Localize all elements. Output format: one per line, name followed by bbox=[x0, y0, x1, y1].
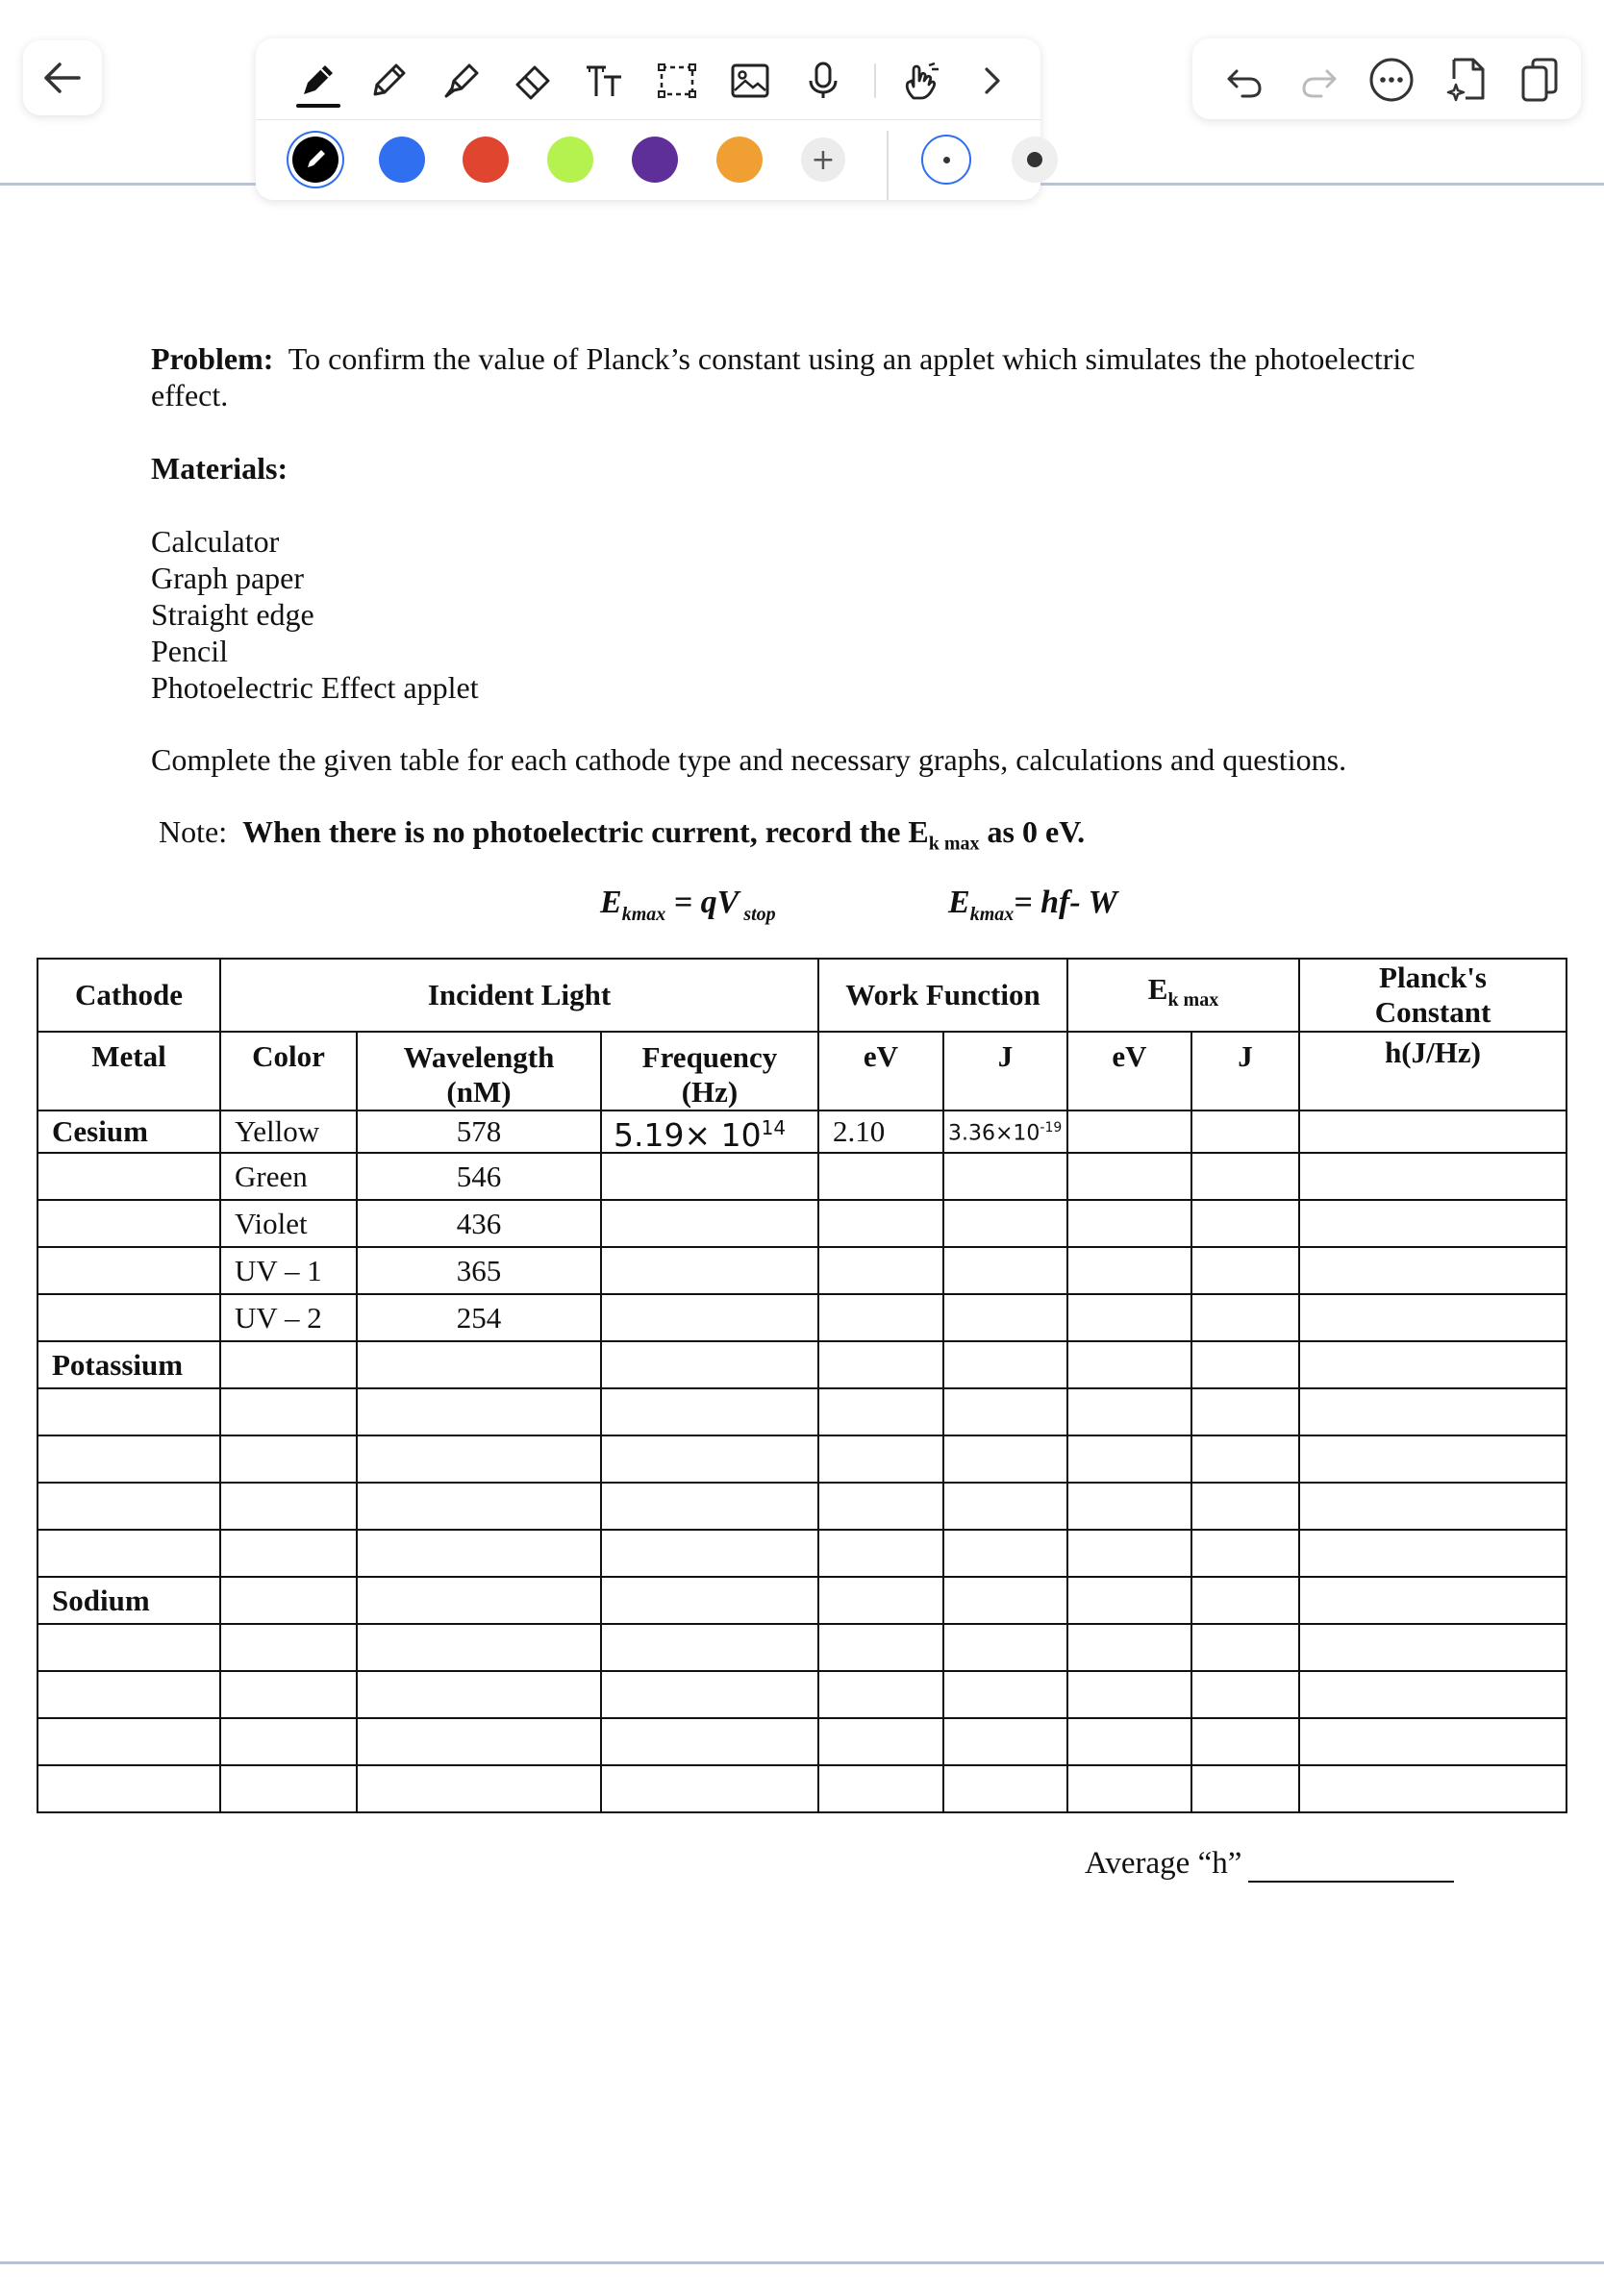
table-subheader-row bbox=[38, 1032, 1566, 1111]
table-row bbox=[38, 1765, 1566, 1812]
ek-j-cell[interactable] bbox=[1191, 1530, 1299, 1577]
ek-ev-cell[interactable] bbox=[1067, 1577, 1191, 1624]
pages-icon[interactable] bbox=[1517, 56, 1564, 104]
back-arrow-icon bbox=[23, 40, 102, 115]
highlighter-icon[interactable] bbox=[439, 58, 485, 104]
text-tool-icon[interactable] bbox=[581, 58, 627, 104]
wf-ev-cell[interactable] bbox=[818, 1388, 943, 1435]
color-cell: Violet bbox=[220, 1200, 357, 1247]
frequency-cell[interactable] bbox=[601, 1294, 818, 1341]
table-row bbox=[38, 1435, 1566, 1483]
metal-cell bbox=[38, 1624, 220, 1671]
wf-j-exponent: -19 bbox=[1040, 1120, 1063, 1136]
planck-cell[interactable] bbox=[1299, 1435, 1566, 1483]
metal-cell bbox=[38, 1200, 220, 1247]
color-cell[interactable] bbox=[220, 1624, 357, 1671]
ek-ev-cell[interactable] bbox=[1067, 1388, 1191, 1435]
ek-j-cell[interactable] bbox=[1191, 1671, 1299, 1718]
planck-cell[interactable] bbox=[1299, 1294, 1566, 1341]
more-options-icon[interactable] bbox=[1367, 56, 1416, 104]
lasso-select-icon[interactable] bbox=[654, 58, 700, 104]
wf-j-cell[interactable] bbox=[943, 1530, 1067, 1577]
color-lime-swatch[interactable] bbox=[547, 137, 593, 183]
problem-text: To confirm the value of Planck’s constant using an applet which simulates the photoelectric bbox=[288, 341, 1416, 376]
table-header-row bbox=[38, 959, 1566, 1032]
eq2-sub: kmax bbox=[969, 903, 1015, 925]
ek-j-cell[interactable] bbox=[1191, 1294, 1299, 1341]
frequency-cell[interactable] bbox=[601, 1624, 818, 1671]
wf-ev-cell[interactable] bbox=[818, 1435, 943, 1483]
instruction-text: Complete the given table for each cathode type and necessary graphs, calculations and questions. bbox=[151, 742, 1347, 777]
color-cell[interactable] bbox=[220, 1435, 357, 1483]
wavelength-cell: 578 bbox=[357, 1111, 601, 1153]
redo-icon[interactable] bbox=[1298, 60, 1341, 102]
header-color: Color bbox=[220, 1032, 357, 1111]
note-label: Note: bbox=[159, 814, 228, 849]
back-button[interactable] bbox=[23, 40, 102, 115]
planck-label: Planck's bbox=[1379, 961, 1487, 994]
header-frequency bbox=[601, 1032, 818, 1111]
planck-cell[interactable] bbox=[1299, 1247, 1566, 1294]
wavelength-cell[interactable] bbox=[357, 1671, 601, 1718]
ek-ev-cell[interactable] bbox=[1067, 1718, 1191, 1765]
ek-ev-cell[interactable] bbox=[1067, 1435, 1191, 1483]
ek-j-cell[interactable] bbox=[1191, 1247, 1299, 1294]
table-row bbox=[38, 1200, 1566, 1247]
planck-cell[interactable] bbox=[1299, 1765, 1566, 1812]
page-top-border-right bbox=[1040, 183, 1604, 186]
color-black-swatch[interactable] bbox=[292, 137, 338, 183]
metal-cell bbox=[38, 1530, 220, 1577]
eq1-sub: kmax bbox=[621, 903, 666, 925]
ek-j-cell[interactable] bbox=[1191, 1153, 1299, 1200]
wf-ev-cell[interactable] bbox=[818, 1530, 943, 1577]
planck-cell[interactable] bbox=[1299, 1624, 1566, 1671]
metal-cell bbox=[38, 1483, 220, 1530]
header-cathode: Cathode bbox=[38, 959, 220, 1032]
metal-cell bbox=[38, 1765, 220, 1812]
header-metal: Metal bbox=[38, 1032, 220, 1111]
frequency-cell[interactable] bbox=[601, 1577, 818, 1624]
frequency-cell[interactable] bbox=[601, 1111, 818, 1153]
frequency-cell[interactable] bbox=[601, 1483, 818, 1530]
ek-ev-cell[interactable] bbox=[1067, 1247, 1191, 1294]
frequency-value: 5.19× 10 bbox=[614, 1116, 762, 1154]
ek-j-cell[interactable] bbox=[1191, 1111, 1299, 1153]
ek-ev-cell[interactable] bbox=[1067, 1530, 1191, 1577]
planck-cell[interactable] bbox=[1299, 1483, 1566, 1530]
wf-ev-cell[interactable] bbox=[818, 1294, 943, 1341]
frequency-cell[interactable] bbox=[601, 1200, 818, 1247]
header-wf-j: J bbox=[943, 1032, 1067, 1111]
wavelength-cell[interactable] bbox=[357, 1341, 601, 1388]
eraser-icon[interactable] bbox=[510, 58, 556, 104]
ek-sub: k max bbox=[1167, 989, 1219, 1011]
metal-cell: Sodium bbox=[38, 1577, 220, 1624]
frequency-cell[interactable] bbox=[601, 1153, 818, 1200]
ai-document-icon[interactable] bbox=[1444, 56, 1491, 104]
ek-ev-cell[interactable] bbox=[1067, 1671, 1191, 1718]
frequency-unit: (Hz) bbox=[681, 1075, 739, 1109]
wavelength-cell[interactable] bbox=[357, 1624, 601, 1671]
frequency-cell[interactable] bbox=[601, 1765, 818, 1812]
table-row bbox=[38, 1718, 1566, 1765]
toolbar-separator bbox=[874, 63, 876, 98]
metal-cell bbox=[38, 1671, 220, 1718]
metal-cell: Cesium bbox=[38, 1111, 220, 1153]
planck-cell[interactable] bbox=[1299, 1111, 1566, 1153]
frequency-cell[interactable] bbox=[601, 1247, 818, 1294]
ek-j-cell[interactable] bbox=[1191, 1341, 1299, 1388]
color-cell: Green bbox=[220, 1153, 357, 1200]
color-cell: UV – 2 bbox=[220, 1294, 357, 1341]
page-top-border-left bbox=[0, 183, 256, 186]
wavelength-cell[interactable] bbox=[357, 1530, 601, 1577]
add-color-button[interactable]: + bbox=[801, 137, 845, 182]
table-row bbox=[38, 1530, 1566, 1577]
data-table bbox=[37, 958, 1567, 1813]
ek-ev-cell[interactable] bbox=[1067, 1111, 1191, 1153]
header-ek-j: J bbox=[1191, 1032, 1299, 1111]
header-work-function: Work Function bbox=[818, 959, 1067, 1032]
frequency-cell[interactable] bbox=[601, 1530, 818, 1577]
problem-text-cont: effect. bbox=[151, 378, 229, 412]
wf-j-cell[interactable] bbox=[943, 1718, 1067, 1765]
table-row bbox=[38, 1153, 1566, 1200]
wf-j-cell[interactable] bbox=[943, 1624, 1067, 1671]
color-cell[interactable] bbox=[220, 1341, 357, 1388]
frequency-cell[interactable] bbox=[601, 1388, 818, 1435]
ek-ev-cell[interactable] bbox=[1067, 1765, 1191, 1812]
planck-cell[interactable] bbox=[1299, 1200, 1566, 1247]
planck-label-2: Constant bbox=[1374, 995, 1491, 1029]
wf-ev-cell[interactable] bbox=[818, 1671, 943, 1718]
materials-heading: Materials: bbox=[151, 451, 288, 486]
ek-j-cell[interactable] bbox=[1191, 1483, 1299, 1530]
medium-dot-icon bbox=[1027, 152, 1042, 167]
metal-cell bbox=[38, 1388, 220, 1435]
active-tool-indicator bbox=[296, 104, 340, 108]
color-blue-swatch[interactable] bbox=[379, 137, 425, 183]
wavelength-cell: 254 bbox=[357, 1294, 601, 1341]
header-incident-light: Incident Light bbox=[220, 959, 818, 1032]
wf-j-cell[interactable] bbox=[943, 1200, 1067, 1247]
note-line bbox=[159, 813, 1085, 861]
wavelength-unit: (nM) bbox=[446, 1075, 512, 1109]
planck-cell[interactable] bbox=[1299, 1388, 1566, 1435]
eq2-rhs: = hf- W bbox=[1014, 885, 1117, 920]
note-text: When there is no photoelectric current, record the E bbox=[242, 814, 929, 849]
planck-cell[interactable] bbox=[1299, 1153, 1566, 1200]
materials-list bbox=[151, 523, 479, 706]
color-purple-swatch[interactable] bbox=[632, 137, 678, 183]
table-row bbox=[38, 1388, 1566, 1435]
table-row bbox=[38, 1341, 1566, 1388]
wavelength-cell[interactable] bbox=[357, 1718, 601, 1765]
color-cell[interactable] bbox=[220, 1577, 357, 1624]
wavelength-cell: 436 bbox=[357, 1200, 601, 1247]
table-row bbox=[38, 1483, 1566, 1530]
undo-icon[interactable] bbox=[1223, 60, 1266, 102]
color-cell: UV – 1 bbox=[220, 1247, 357, 1294]
ek-ev-cell[interactable] bbox=[1067, 1294, 1191, 1341]
wf-ev-cell[interactable] bbox=[818, 1577, 943, 1624]
wf-ev-cell[interactable] bbox=[818, 1153, 943, 1200]
equation-stop-voltage bbox=[600, 885, 776, 926]
color-cell[interactable] bbox=[220, 1718, 357, 1765]
frequency-cell[interactable] bbox=[601, 1341, 818, 1388]
ek-ev-cell[interactable] bbox=[1067, 1624, 1191, 1671]
eq1-symbol: E bbox=[600, 885, 622, 920]
material-item: Photoelectric Effect applet bbox=[151, 670, 479, 705]
metal-cell bbox=[38, 1435, 220, 1483]
wavelength-cell: 365 bbox=[357, 1247, 601, 1294]
ek-ev-cell[interactable] bbox=[1067, 1483, 1191, 1530]
ek-symbol: E bbox=[1147, 972, 1168, 1007]
color-cell[interactable] bbox=[220, 1530, 357, 1577]
wavelength-cell[interactable] bbox=[357, 1765, 601, 1812]
material-item: Calculator bbox=[151, 524, 280, 559]
ek-j-cell[interactable] bbox=[1191, 1435, 1299, 1483]
wf-j-cell[interactable] bbox=[943, 1388, 1067, 1435]
color-cell[interactable] bbox=[220, 1765, 357, 1812]
ek-j-cell[interactable] bbox=[1191, 1200, 1299, 1247]
wf-j-cell[interactable] bbox=[943, 1341, 1067, 1388]
wf-j-cell[interactable] bbox=[943, 1577, 1067, 1624]
table-row bbox=[38, 1624, 1566, 1671]
color-cell[interactable] bbox=[220, 1388, 357, 1435]
touch-gesture-icon[interactable] bbox=[898, 58, 944, 104]
material-item: Pencil bbox=[151, 634, 228, 668]
frequency-cell[interactable] bbox=[601, 1671, 818, 1718]
chevron-right-icon[interactable] bbox=[969, 58, 1015, 104]
pencil-edit-icon bbox=[292, 137, 338, 183]
color-red-swatch[interactable] bbox=[463, 137, 509, 183]
planck-cell[interactable] bbox=[1299, 1577, 1566, 1624]
document-actions-bar bbox=[1192, 38, 1581, 119]
equation-work-function bbox=[948, 885, 1117, 926]
eq1-rhs: = qV bbox=[665, 885, 739, 920]
ek-ev-cell[interactable] bbox=[1067, 1341, 1191, 1388]
average-h-label: Average “h” bbox=[1085, 1846, 1242, 1881]
ek-j-cell[interactable] bbox=[1191, 1624, 1299, 1671]
planck-cell[interactable] bbox=[1299, 1530, 1566, 1577]
average-h-blank[interactable] bbox=[1248, 1881, 1454, 1883]
wf-ev-cell[interactable] bbox=[818, 1341, 943, 1388]
ek-ev-cell[interactable] bbox=[1067, 1200, 1191, 1247]
header-wavelength bbox=[357, 1032, 601, 1111]
metal-cell bbox=[38, 1247, 220, 1294]
wf-j-cell[interactable] bbox=[943, 1671, 1067, 1718]
planck-cell[interactable] bbox=[1299, 1718, 1566, 1765]
problem-label: Problem: bbox=[151, 341, 274, 376]
wf-ev-cell[interactable] bbox=[818, 1718, 943, 1765]
microphone-icon[interactable] bbox=[800, 58, 846, 104]
table-row bbox=[38, 1671, 1566, 1718]
page-bottom-border bbox=[0, 2261, 1604, 2264]
metal-cell bbox=[38, 1718, 220, 1765]
table-row bbox=[38, 1294, 1566, 1341]
wavelength-cell[interactable] bbox=[357, 1483, 601, 1530]
ek-j-cell[interactable] bbox=[1191, 1765, 1299, 1812]
wf-j-cell[interactable] bbox=[943, 1111, 1067, 1153]
eq2-symbol: E bbox=[948, 885, 970, 920]
wf-j-cell[interactable] bbox=[943, 1483, 1067, 1530]
stroke-size-small-button[interactable] bbox=[921, 135, 971, 185]
wf-ev-cell[interactable] bbox=[818, 1483, 943, 1530]
color-cell: Yellow bbox=[220, 1111, 357, 1153]
ek-j-cell[interactable] bbox=[1191, 1577, 1299, 1624]
ek-j-cell[interactable] bbox=[1191, 1388, 1299, 1435]
frequency-exponent: 14 bbox=[761, 1116, 787, 1139]
wf-j-cell[interactable] bbox=[943, 1765, 1067, 1812]
pen-icon[interactable] bbox=[294, 58, 340, 104]
wf-ev-cell[interactable] bbox=[818, 1765, 943, 1812]
note-text-end: as 0 eV. bbox=[979, 814, 1086, 849]
frequency-label: Frequency bbox=[641, 1040, 778, 1074]
wf-j-cell[interactable] bbox=[943, 1247, 1067, 1294]
wavelength-cell[interactable] bbox=[357, 1388, 601, 1435]
toolbar-divider bbox=[256, 119, 1040, 120]
color-orange-swatch[interactable] bbox=[716, 137, 763, 183]
header-wf-ev: eV bbox=[818, 1032, 943, 1111]
planck-cell[interactable] bbox=[1299, 1341, 1566, 1388]
wavelength-cell[interactable] bbox=[357, 1577, 601, 1624]
header-planck bbox=[1299, 959, 1566, 1032]
planck-cell[interactable] bbox=[1299, 1671, 1566, 1718]
header-ek-ev: eV bbox=[1067, 1032, 1191, 1111]
header-ek-max bbox=[1067, 959, 1299, 1032]
note-sub: k max bbox=[928, 833, 980, 855]
wf-ev-cell[interactable] bbox=[818, 1200, 943, 1247]
wf-j-cell[interactable] bbox=[943, 1294, 1067, 1341]
wf-ev-cell[interactable] bbox=[818, 1624, 943, 1671]
color-separator bbox=[887, 131, 889, 200]
problem-paragraph bbox=[151, 340, 1415, 413]
wavelength-cell: 546 bbox=[357, 1153, 601, 1200]
pencil-icon[interactable] bbox=[365, 58, 412, 104]
wf-j-cell[interactable] bbox=[943, 1435, 1067, 1483]
table-row bbox=[38, 1111, 1566, 1153]
ek-j-cell[interactable] bbox=[1191, 1718, 1299, 1765]
color-cell[interactable] bbox=[220, 1671, 357, 1718]
wf-j-cell[interactable] bbox=[943, 1153, 1067, 1200]
wavelength-cell[interactable] bbox=[357, 1435, 601, 1483]
wf-ev-cell[interactable]: 2.10 bbox=[818, 1111, 943, 1153]
eq1-sub2: stop bbox=[739, 903, 776, 925]
ek-ev-cell[interactable] bbox=[1067, 1153, 1191, 1200]
small-dot-icon bbox=[943, 157, 950, 163]
table-row bbox=[38, 1577, 1566, 1624]
wavelength-label: Wavelength bbox=[403, 1040, 555, 1074]
wf-j-value: 3.36×10 bbox=[948, 1121, 1040, 1146]
frequency-cell[interactable] bbox=[601, 1718, 818, 1765]
frequency-cell[interactable] bbox=[601, 1435, 818, 1483]
metal-cell bbox=[38, 1294, 220, 1341]
material-item: Straight edge bbox=[151, 597, 314, 632]
header-planck-unit: h(J/Hz) bbox=[1299, 1032, 1566, 1111]
metal-cell: Potassium bbox=[38, 1341, 220, 1388]
color-cell[interactable] bbox=[220, 1483, 357, 1530]
table-row bbox=[38, 1247, 1566, 1294]
image-icon[interactable] bbox=[727, 58, 773, 104]
material-item: Graph paper bbox=[151, 561, 305, 595]
stroke-size-medium-button[interactable] bbox=[1012, 137, 1058, 183]
metal-cell bbox=[38, 1153, 220, 1200]
wf-ev-cell[interactable] bbox=[818, 1247, 943, 1294]
